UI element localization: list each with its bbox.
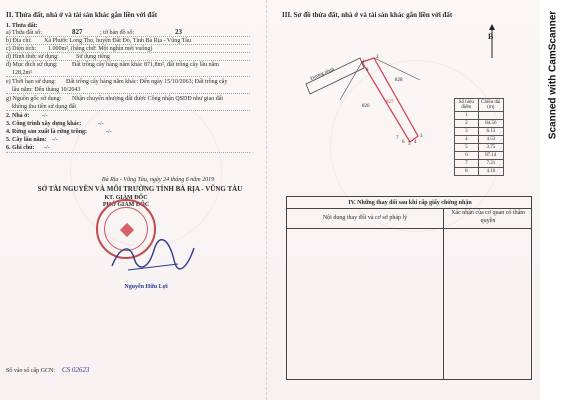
table-row (455, 128, 504, 136)
table-cell: 6.13 (478, 128, 503, 136)
item-forest-value: -/- (106, 129, 112, 135)
item-note-value: -/- (44, 145, 50, 151)
table-cell: 5 (455, 144, 479, 152)
origin-value-cont: không thu tiền sử dụng đất (12, 104, 77, 110)
purpose-value-cont: 128,2m² (12, 70, 32, 76)
purpose-label: đ) Mục đích sử dụng: (6, 62, 58, 68)
table-row (455, 144, 504, 152)
map-sheet-number: 23 (175, 28, 182, 36)
vertex-label: 2 (376, 55, 379, 60)
signer-title: PHÓ GIÁM ĐỐC (102, 202, 150, 208)
table-cell: 7 (455, 160, 479, 168)
north-arrow-icon (486, 24, 498, 60)
edge-length-table (454, 98, 504, 176)
vertex-label: 4 (414, 140, 417, 145)
vertex-label: 3 (420, 134, 423, 139)
table-cell: 8 (455, 168, 479, 176)
table-cell: 1 (455, 112, 479, 120)
item-house-label: 2. Nhà ở: (6, 113, 30, 119)
signature-icon (108, 236, 198, 276)
issue-number: CS 02623 (62, 366, 90, 374)
use-form-label: d) Hình thức sử dụng: (6, 54, 59, 60)
vertex-label: 8 (366, 68, 369, 73)
table-cell: 2 (455, 120, 479, 128)
issuing-office: SỞ TÀI NGUYÊN VÀ MÔI TRƯỜNG TỈNH BÀ RỊA - VŨNG TÀU (37, 185, 243, 193)
table-cell: 84.56 (478, 120, 503, 128)
table-header-row (455, 99, 504, 112)
changes-table (286, 196, 532, 380)
page-fold (266, 0, 268, 400)
table-cell: 3 (455, 128, 479, 136)
address-value: Xã Phước Long Thọ, huyện Đất Đỏ, Tỉnh Bà Rịa - Vũng Tàu (44, 38, 191, 44)
origin-value: Nhận chuyển nhượng đất được Công nhận QSDĐ như giao đất (72, 96, 224, 102)
vertex-label: 6 (402, 140, 405, 145)
section-title-map: III. Sơ đồ thửa đất, nhà ở và tài sản khác gắn liền với đất (282, 11, 453, 19)
section-title-land: II. Thửa đất, nhà ở và tài sản khác gắn liền với đất (6, 11, 158, 19)
term-value: Đất trồng cây hàng năm khác: Đến ngày 15/10/2063; Đất trồng cây (66, 79, 228, 85)
table-row (455, 160, 504, 168)
purpose-value: Đất trồng cây hàng năm khác 871,8m², đất trồng cây lâu năm (72, 62, 219, 68)
table-cell: 4.53 (478, 136, 503, 144)
place-date: Bà Rịa - Vũng Tàu, ngày 24 tháng 6 năm 2019 (101, 177, 215, 183)
parcel-number-label: a) Thửa đất số: (6, 30, 42, 36)
issue-number-label: Số vào sổ cấp GCN: (6, 368, 55, 374)
map-sheet-label: ; tờ bản đồ số: (100, 30, 135, 36)
table-row (455, 120, 504, 128)
table-cell: 3.75 (478, 144, 503, 152)
table-cell: 6 (455, 152, 479, 160)
use-form-value: Sử dụng riêng (76, 54, 110, 60)
table-row (455, 112, 504, 120)
changes-table-divider (443, 208, 444, 379)
signer-role: KT. GIÁM ĐỐC (104, 195, 148, 201)
item-note-label: 6. Ghi chú: (6, 145, 35, 151)
origin-label: g) Nguồn gốc sử dụng: (6, 96, 62, 102)
item-forest-label: 4. Rừng sản xuất là rừng trồng: (6, 129, 88, 135)
parcel-sketch (300, 50, 450, 160)
changes-col-content: Nội dung thay đổi và cơ sở pháp lý (322, 215, 408, 221)
term-value-cont: lâu năm: Đến tháng 10/2043 (12, 87, 81, 93)
parcel-label-826: 826 (362, 104, 370, 109)
item-perennial-label: 5. Cây lâu năm: (6, 137, 47, 143)
item-perennial-value: -/- (52, 137, 58, 143)
item-house-value: -/- (42, 113, 48, 119)
camscanner-watermark: Scanned with CamScanner (547, 10, 559, 140)
changes-table-title: IV. Những thay đổi sau khi cấp giấy chứng nhận (348, 200, 472, 206)
table-cell: 4.16 (478, 168, 503, 176)
signer-name: Nguyễn Hữu Lợi (124, 284, 168, 290)
vertex-label: 5 (408, 142, 411, 147)
table-cell: 7.21 (478, 160, 503, 168)
term-label: e) Thời hạn sử dụng: (6, 79, 56, 85)
table-cell: 4 (455, 136, 479, 144)
table-cell: 87.14 (478, 152, 503, 160)
changes-col-confirmation: Xác nhận của cơ quan có thẩm quyền (451, 210, 525, 224)
item-construction-label: 3. Công trình xây dựng khác: (6, 121, 82, 127)
item-construction-value: -/- (98, 121, 104, 127)
table-row (455, 152, 504, 160)
table-cell (478, 112, 503, 120)
area-label: c) Diện tích: (6, 46, 36, 52)
area-value: 1.000m², (bằng chữ: Một nghìn mét vuông) (48, 46, 153, 52)
table-row (455, 136, 504, 144)
parcel-number: 827 (72, 28, 83, 36)
vertex-label: 1 (362, 60, 365, 65)
address-label: b) Địa chỉ: (6, 38, 32, 44)
table-header-cell: Số hiệu điểm (455, 99, 479, 112)
table-row (455, 168, 504, 176)
vertex-label: 7 (396, 136, 399, 141)
road-label: Đường nhựa (310, 67, 336, 82)
north-label: B (488, 32, 494, 41)
table-header-cell: Chiều dài (m) (478, 99, 503, 112)
parcel-label-827: 827 (386, 100, 394, 105)
parcel-label-828: 828 (395, 78, 403, 83)
land-heading: 1. Thửa đất: (6, 23, 38, 29)
scanner-sidebar (540, 0, 566, 400)
